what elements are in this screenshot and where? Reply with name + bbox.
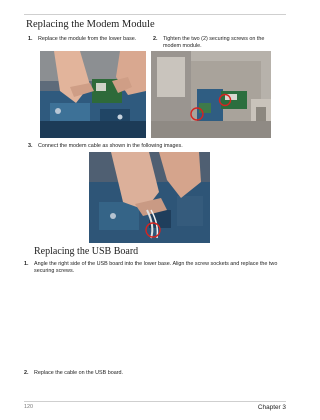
modem-cable-photo: [89, 152, 210, 243]
chapter-label: Chapter 3: [257, 404, 286, 411]
page-number: 120: [24, 404, 33, 410]
step-number: 2.: [24, 370, 29, 376]
step-text: Replace the cable on the USB board.: [34, 370, 124, 376]
step-number: 3.: [28, 143, 33, 149]
step-text: Tighten the two (2) securing screws on the modem module.: [163, 36, 265, 49]
top-rule: [24, 14, 286, 15]
bottom-rule: [24, 401, 286, 402]
modem-removal-photo: [40, 51, 146, 138]
section-title-modem: Replacing the Modem Module: [26, 19, 155, 30]
step-number: 1.: [28, 36, 33, 42]
step-text: Replace the module from the lower base.: [38, 36, 137, 42]
step-number: 2.: [153, 36, 158, 42]
step-text: Angle the right side of the USB board into the lower base. Align the screw sockets and replace the two securing screws.: [34, 261, 278, 274]
modem-screws-photo: [151, 51, 271, 138]
section-title-usb: Replacing the USB Board: [34, 246, 139, 257]
step-number: 1.: [24, 261, 29, 267]
step-text: Connect the modem cable as shown in the following images.: [38, 143, 183, 149]
